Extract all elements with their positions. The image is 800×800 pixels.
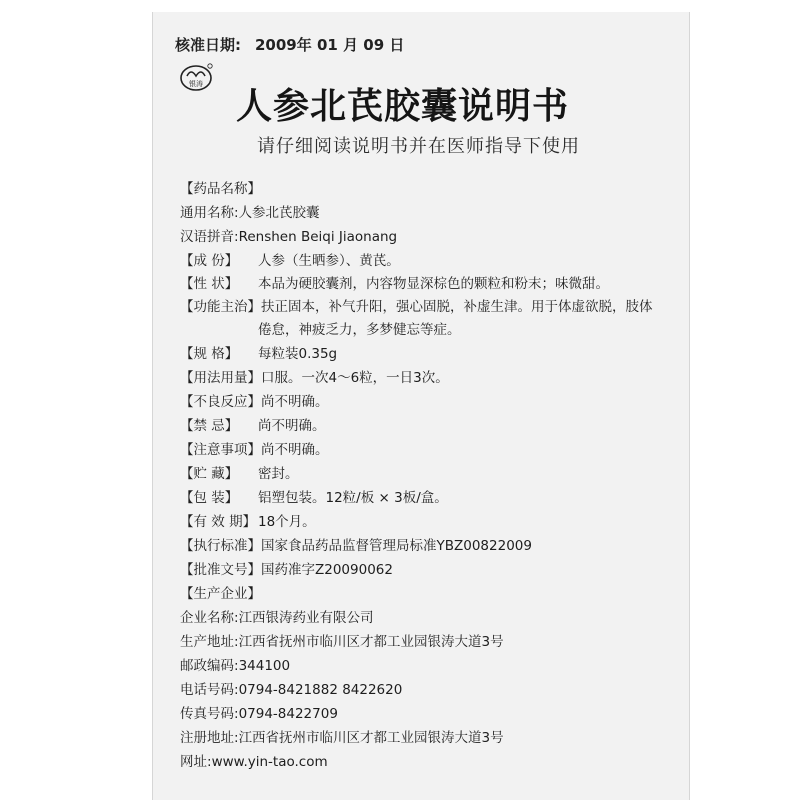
- contraindications-row: [180, 417, 326, 435]
- precautions-row: [180, 441, 329, 459]
- appearance-row: [180, 275, 609, 293]
- item-value: 尚不明确。: [261, 394, 329, 410]
- item-label: 【功能主治】: [180, 299, 261, 315]
- row-value: 江西省抚州市临川区才都工业园银涛大道3号: [238, 634, 504, 650]
- item-label: 【不良反应】: [180, 394, 261, 410]
- registered-address-row: [180, 729, 504, 747]
- approval-number-row: [180, 561, 393, 579]
- row-value: 江西省抚州市临川区才都工业园银涛大道3号: [238, 730, 504, 746]
- row-label: 电话号码:: [180, 682, 239, 698]
- item-value: 尚不明确。: [261, 442, 329, 458]
- manufacturer-section: 【生产企业】: [180, 586, 261, 602]
- generic-name-label: 通用名称:: [180, 205, 239, 221]
- item-value: 每粒装0.35g: [258, 346, 338, 362]
- item-value: 扶正固本，补气升阳，强心固脱，补虚生津。用于体虚欲脱，肢体: [261, 299, 653, 315]
- item-value: 口服。一次4～6粒，一日3次。: [261, 370, 449, 386]
- item-label: 【禁 忌】: [180, 418, 239, 434]
- drug-name-section: 【药品名称】: [180, 181, 261, 197]
- generic-name-value: 人参北芪胶囊: [238, 205, 320, 221]
- standard-row: [180, 537, 532, 555]
- item-label: 【性 状】: [180, 276, 239, 292]
- item-value: 铝塑包装。12粒/板 × 3板/盒。: [258, 490, 448, 506]
- item-value: 国家食品药品监督管理局标准YBZ00822009: [261, 538, 532, 554]
- page-title: 人参北芪胶囊说明书: [236, 86, 570, 127]
- company-name-row: [180, 609, 374, 627]
- row-label: 生产地址:: [180, 634, 239, 650]
- item-label: 【用法用量】: [180, 370, 261, 386]
- pinyin-row: [180, 228, 397, 246]
- specification-row: [180, 345, 337, 363]
- production-address-row: [180, 633, 504, 651]
- item-label: 【注意事项】: [180, 442, 261, 458]
- item-label: 【规 格】: [180, 346, 239, 362]
- row-label: 邮政编码:: [180, 658, 239, 674]
- storage-row: [180, 465, 299, 483]
- pinyin-value: Renshen Beiqi Jiaonang: [238, 229, 398, 245]
- row-value: www.yin-tao.com: [211, 754, 328, 770]
- item-label: 【批准文号】: [180, 562, 261, 578]
- row-label: 企业名称:: [180, 610, 239, 626]
- item-label: 【贮 藏】: [180, 466, 239, 482]
- item-value: 本品为硬胶囊剂，内容物显深棕色的颗粒和粉末；味微甜。: [258, 276, 609, 292]
- row-label: 传真号码:: [180, 706, 239, 722]
- fax-row: [180, 705, 338, 723]
- item-label: 【成 份】: [180, 253, 239, 269]
- brand-logo-icon: [179, 62, 213, 92]
- item-value: 密封。: [258, 466, 299, 482]
- row-label: 注册地址:: [180, 730, 239, 746]
- item-value: 人参（生晒参）、黄芪。: [258, 253, 400, 269]
- website-row: [180, 753, 328, 771]
- approval-label: 核准日期:: [175, 36, 241, 54]
- adverse-reactions-row: [180, 393, 329, 411]
- phone-row: [180, 681, 402, 699]
- ingredients-row: [180, 252, 400, 270]
- item-value: 尚不明确。: [258, 418, 326, 434]
- shelf-life-row: [180, 513, 316, 531]
- indications-row: [180, 298, 653, 316]
- indications-row-continued: 倦怠，神疲乏力，多梦健忘等症。: [258, 322, 461, 338]
- row-label: 网址:: [180, 754, 212, 770]
- row-value: 江西银涛药业有限公司: [238, 610, 374, 626]
- postal-code-row: [180, 657, 290, 675]
- page-subtitle: 请仔细阅读说明书并在医师指导下使用: [257, 136, 580, 157]
- row-value: 0794-8422709: [238, 706, 338, 722]
- package-row: [180, 489, 448, 507]
- item-value: 18个月。: [258, 514, 316, 530]
- approval-date-line: [175, 34, 404, 55]
- approval-date: 2009年 01 月 09 日: [255, 36, 405, 54]
- pinyin-label: 汉语拼音:: [180, 229, 239, 245]
- row-value: 344100: [238, 658, 291, 674]
- item-label: 【有 效 期】: [180, 514, 257, 530]
- row-value: 0794-8421882 8422620: [238, 682, 403, 698]
- item-value: 国药准字Z20090062: [261, 562, 393, 578]
- logo-text: 银涛: [189, 80, 203, 88]
- generic-name-row: [180, 204, 320, 222]
- item-label: 【执行标准】: [180, 538, 261, 554]
- item-label: 【包 装】: [180, 490, 239, 506]
- dosage-row: [180, 369, 449, 387]
